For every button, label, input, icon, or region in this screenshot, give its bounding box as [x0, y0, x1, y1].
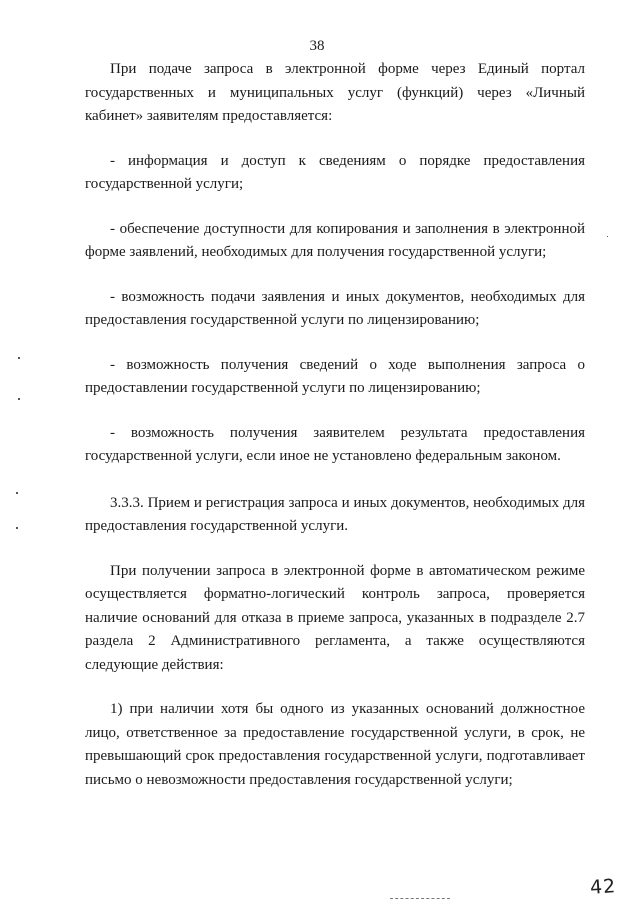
scan-speck: [16, 527, 18, 529]
page-number: 38: [309, 38, 325, 54]
section-heading: 3.3.3. Прием и регистрация запроса и иных документов, необходимых для предоставления государственной услуги.: [85, 494, 585, 534]
scan-edge-mark: [390, 898, 450, 900]
paragraph: При получении запроса в электронной форме в автоматическом режиме осуществляется форматно-логический контроль запроса, проверяется наличие оснований для отказа в приеме запроса, указанных в подразделе 2.7 раздела 2 Административного регламента, а также осуществляются следующие действия:: [85, 562, 585, 673]
list-item: - возможность получения сведений о ходе выполнения запроса о предоставлении государственной услуги по лицензированию;: [85, 356, 585, 396]
list-item: - возможность получения заявителем результата предоставления государственной услуги, если иное не установлено федеральным законом.: [85, 424, 585, 464]
scan-speck: [16, 492, 18, 494]
scan-speck: [18, 357, 20, 359]
page-body: [85, 58, 585, 813]
scan-speck: [607, 236, 608, 237]
list-item: - обеспечение доступности для копирования и заполнения в электронной форме заявлений, необходимых для получения государственной услуги;: [85, 220, 585, 260]
list-item: - возможность подачи заявления и иных документов, необходимых для предоставления государственной услуги по лицензированию;: [85, 288, 585, 328]
paragraph: 1) при наличии хотя бы одного из указанных оснований должностное лицо, ответственное за предоставление государственной услуги, в срок, не превышающий срок предоставления государственной услуги, подготавливает письмо о невозможности предоставления государственной услуги;: [85, 701, 585, 788]
handwritten-page-number: 42: [589, 875, 617, 899]
list-item: - информация и доступ к сведениям о порядке предоставления государственной услуги;: [85, 152, 585, 192]
scan-speck: [18, 398, 20, 400]
paragraph-intro: При подаче запроса в электронной форме через Единый портал государственных и муниципальных услуг (функций) через «Личный кабинет» заявителям предоставляется:: [85, 61, 585, 124]
